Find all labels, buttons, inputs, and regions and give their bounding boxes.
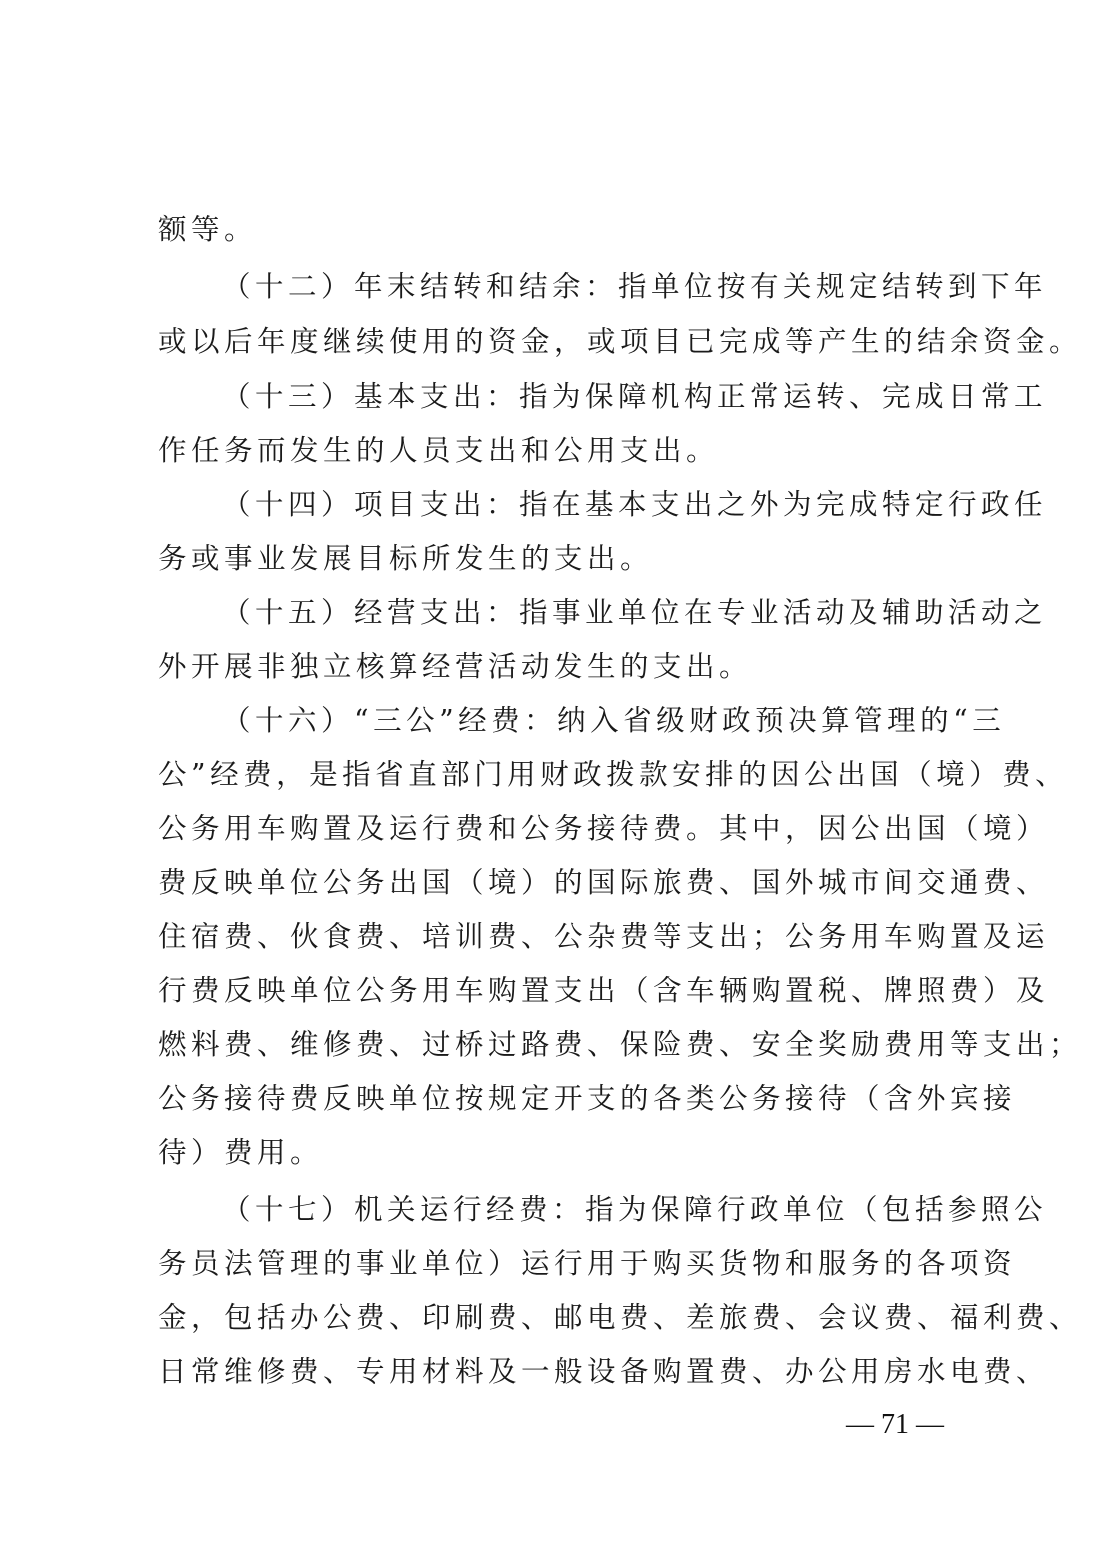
- body-text-line: 公务用车购置及运行费和公务接待费。其中，因公出国（境）: [158, 812, 1050, 845]
- body-text-line: 待）费用。: [158, 1136, 324, 1169]
- body-text-line: 金，包括办公费、印刷费、邮电费、差旅费、会议费、福利费、: [158, 1301, 1083, 1334]
- body-text-line: 务或事业发展目标所发生的支出。: [158, 542, 654, 575]
- body-text-line: 外开展非独立核算经营活动发生的支出。: [158, 650, 753, 683]
- body-text-line: 住宿费、伙食费、培训费、公杂费等支出；公务用车购置及运: [158, 920, 1050, 953]
- body-text-line: 费反映单位公务出国（境）的国际旅费、国外城市间交通费、: [158, 866, 1050, 899]
- body-text-line: 或以后年度继续使用的资金，或项目已完成等产生的结余资金。: [158, 325, 1083, 358]
- body-text-line: （十三）基本支出：指为保障机构正常运转、完成日常工: [222, 380, 1048, 413]
- body-text-line: 公”经费，是指省直部门用财政拨款安排的因公出国（境）费、: [158, 758, 1069, 791]
- body-text-line: （十七）机关运行经费：指为保障行政单位（包括参照公: [222, 1193, 1048, 1226]
- body-text-line: 作任务而发生的人员支出和公用支出。: [158, 434, 720, 467]
- body-text-line: 务员法管理的事业单位）运行用于购买货物和服务的各项资: [158, 1247, 1017, 1280]
- body-text-line: 日常维修费、专用材料及一般设备购置费、办公用房水电费、: [158, 1355, 1050, 1388]
- page-number: — 71 —: [846, 1409, 944, 1440]
- body-text-line: 燃料费、维修费、过桥过路费、保险费、安全奖励费用等支出；: [158, 1028, 1083, 1061]
- body-text-line: 行费反映单位公务用车购置支出（含车辆购置税、牌照费）及: [158, 974, 1050, 1007]
- body-text-line: 公务接待费反映单位按规定开支的各类公务接待（含外宾接: [158, 1082, 1017, 1115]
- body-text-line: （十二）年末结转和结余：指单位按有关规定结转到下年: [222, 270, 1048, 303]
- body-text-line: （十四）项目支出：指在基本支出之外为完成特定行政任: [222, 488, 1048, 521]
- body-text-line: （十五）经营支出：指事业单位在专业活动及辅助活动之: [222, 596, 1048, 629]
- body-text-line: 额等。: [158, 213, 258, 246]
- body-text-line: （十六）“三公”经费：纳入省级财政预决算管理的“三: [222, 704, 1006, 737]
